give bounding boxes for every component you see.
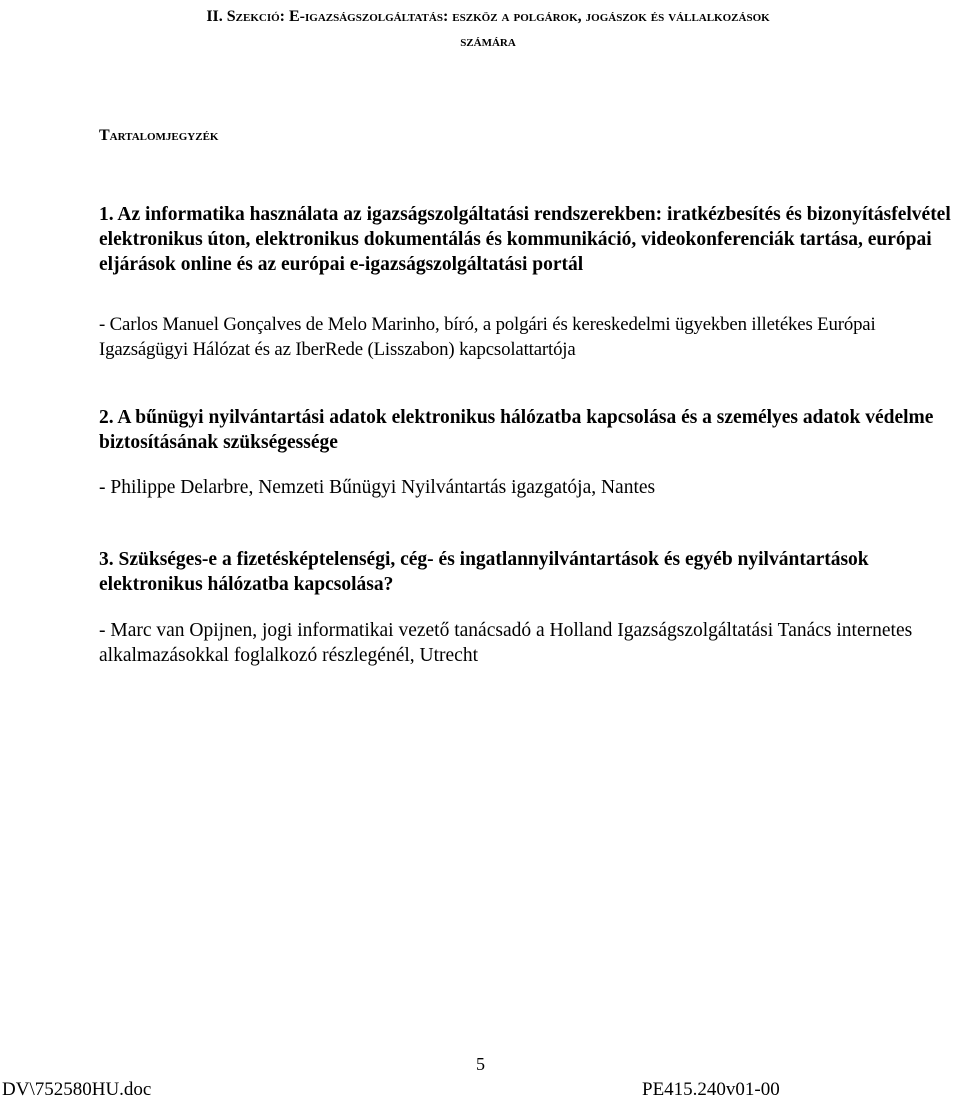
section-title-line-1: II. Szekció: E-igazságszolgáltatás: eszköz a polgárok, jogászok és vállalkozások	[206, 8, 770, 25]
topic-3-heading: 3. Szükséges-e a fizetésképtelenségi, cég- és ingatlannyilvántartások és egyéb nyilvántartások elektronikus hálózatba kapcsolása?	[99, 549, 869, 595]
topic-2-speaker: - Philippe Delarbre, Nemzeti Bűnügyi Nyilvántartás igazgatója, Nantes	[99, 477, 656, 498]
toc-heading: Tartalomjegyzék	[99, 127, 219, 144]
page-footer	[0, 1048, 960, 1108]
page-number: 5	[476, 1054, 485, 1074]
topic-3-speaker: - Marc van Opijnen, jogi informatikai vezető tanácsadó a Holland Igazságszolgáltatási Tanács internetes alkalmazásokkal foglalkozó részlegénél, Utrecht	[99, 620, 913, 666]
topic-2-heading: 2. A bűnügyi nyilvántartási adatok elektronikus hálózatba kapcsolása és a személyes adatok védelme biztosításának szükségessége	[99, 407, 934, 453]
document-reference: DV\752580HU.doc	[2, 1079, 152, 1100]
section-title-line-2: számára	[460, 33, 516, 50]
topic-1-speaker: - Carlos Manuel Gonçalves de Melo Marinho, bíró, a polgári és kereskedelmi ügyekben illetékes Európai Igazságügyi Hálózat és az IberRede (Lisszabon) kapcsolattartója	[99, 314, 876, 360]
topic-1-heading: 1. Az informatika használata az igazságszolgáltatási rendszerekben: iratkézbesítés és bizonyításfelvétel elektronikus úton, elektronikus dokumentálás és kommunikáció, videokonferenciák tartása, európai eljárások online és az európai e-igazságszolgáltatási portál	[99, 204, 951, 275]
pe-reference: PE415.240v01-00	[642, 1079, 780, 1100]
section-title	[98, 4, 878, 54]
